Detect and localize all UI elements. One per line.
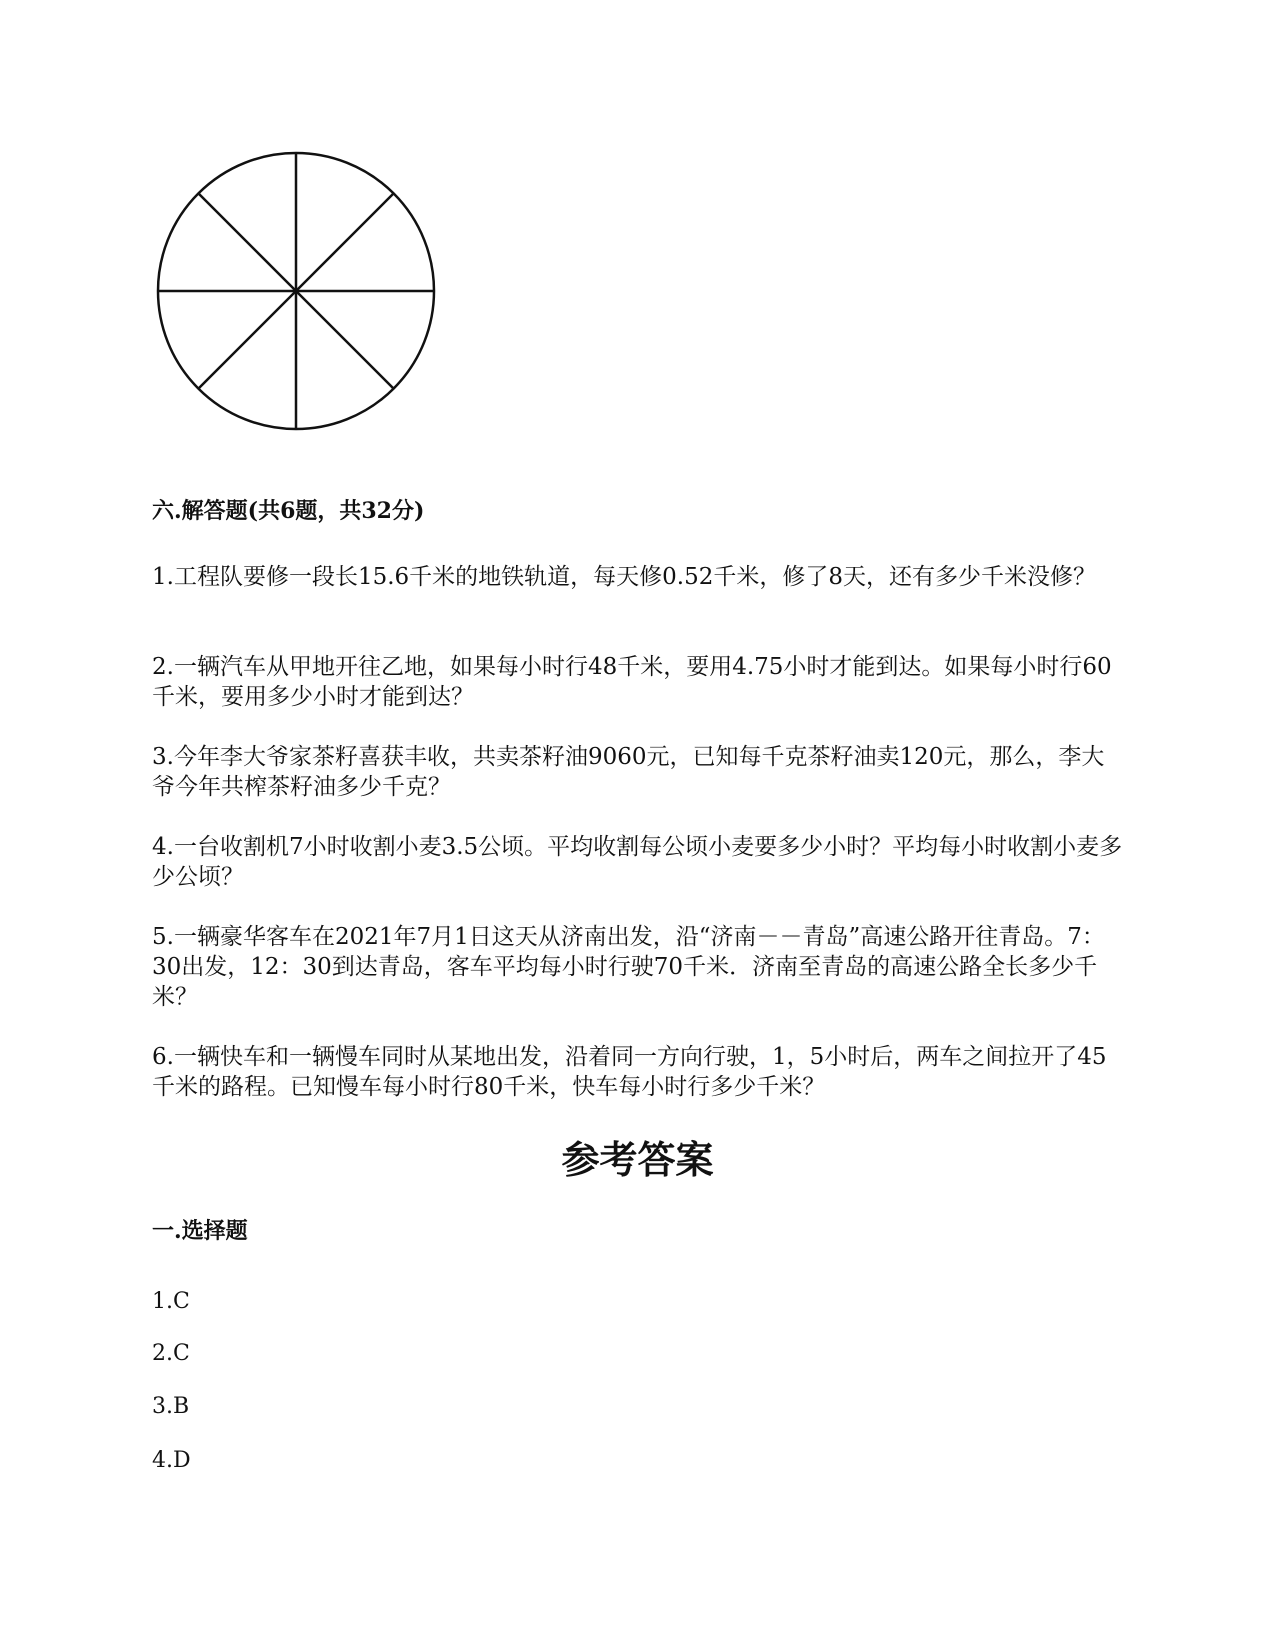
answer-item: 2.C [152,1341,190,1366]
section-heading-solve-problems: 六.解答题(共6题，共32分) [152,498,425,524]
divided-circle-figure [155,150,437,432]
question-1 [152,562,1124,592]
question-text: 6.一辆快车和一辆慢车同时从某地出发，沿着同一方向行驶，1，5小时后，两车之间拉开了45千米的路程。已知慢车每小时行80千米，快车每小时行多少千米？ [152,1044,1107,1100]
answer-key-title: 参考答案 [561,1137,714,1182]
question-text: 3.今年李大爷家茶籽喜获丰收，共卖茶籽油9060元，已知每千克茶籽油卖120元，那么，李大爷今年共榨茶籽油多少千克？ [152,744,1105,800]
answer-item: 1.C [152,1289,190,1314]
question-6 [152,1042,1124,1102]
answer-item: 3.B [152,1394,190,1419]
answer-item: 4.D [152,1448,191,1473]
section-heading-multiple-choice: 一.选择题 [152,1218,248,1244]
question-text: 2.一辆汽车从甲地开往乙地，如果每小时行48千米，要用4.75小时才能到达。如果每小时行60千米，要用多少小时才能到达？ [152,654,1112,710]
question-5 [152,922,1124,1012]
question-2 [152,652,1124,712]
question-text: 1.工程队要修一段长15.6千米的地铁轨道，每天修0.52千米，修了8天，还有多少千米没修？ [152,564,1096,590]
question-3 [152,742,1124,802]
question-text: 4.一台收割机7小时收割小麦3.5公顷。平均收割每公顷小麦要多少小时？平均每小时收割小麦多少公顷？ [152,834,1123,890]
question-4 [152,832,1124,892]
question-text: 5.一辆豪华客车在2021年7月1日这天从济南出发，沿“济南－－青岛”高速公路开往青岛。7：30出发，12：30到达青岛，客车平均每小时行驶70千米．济南至青岛的高速公路全长多少千米？ [152,924,1105,1010]
